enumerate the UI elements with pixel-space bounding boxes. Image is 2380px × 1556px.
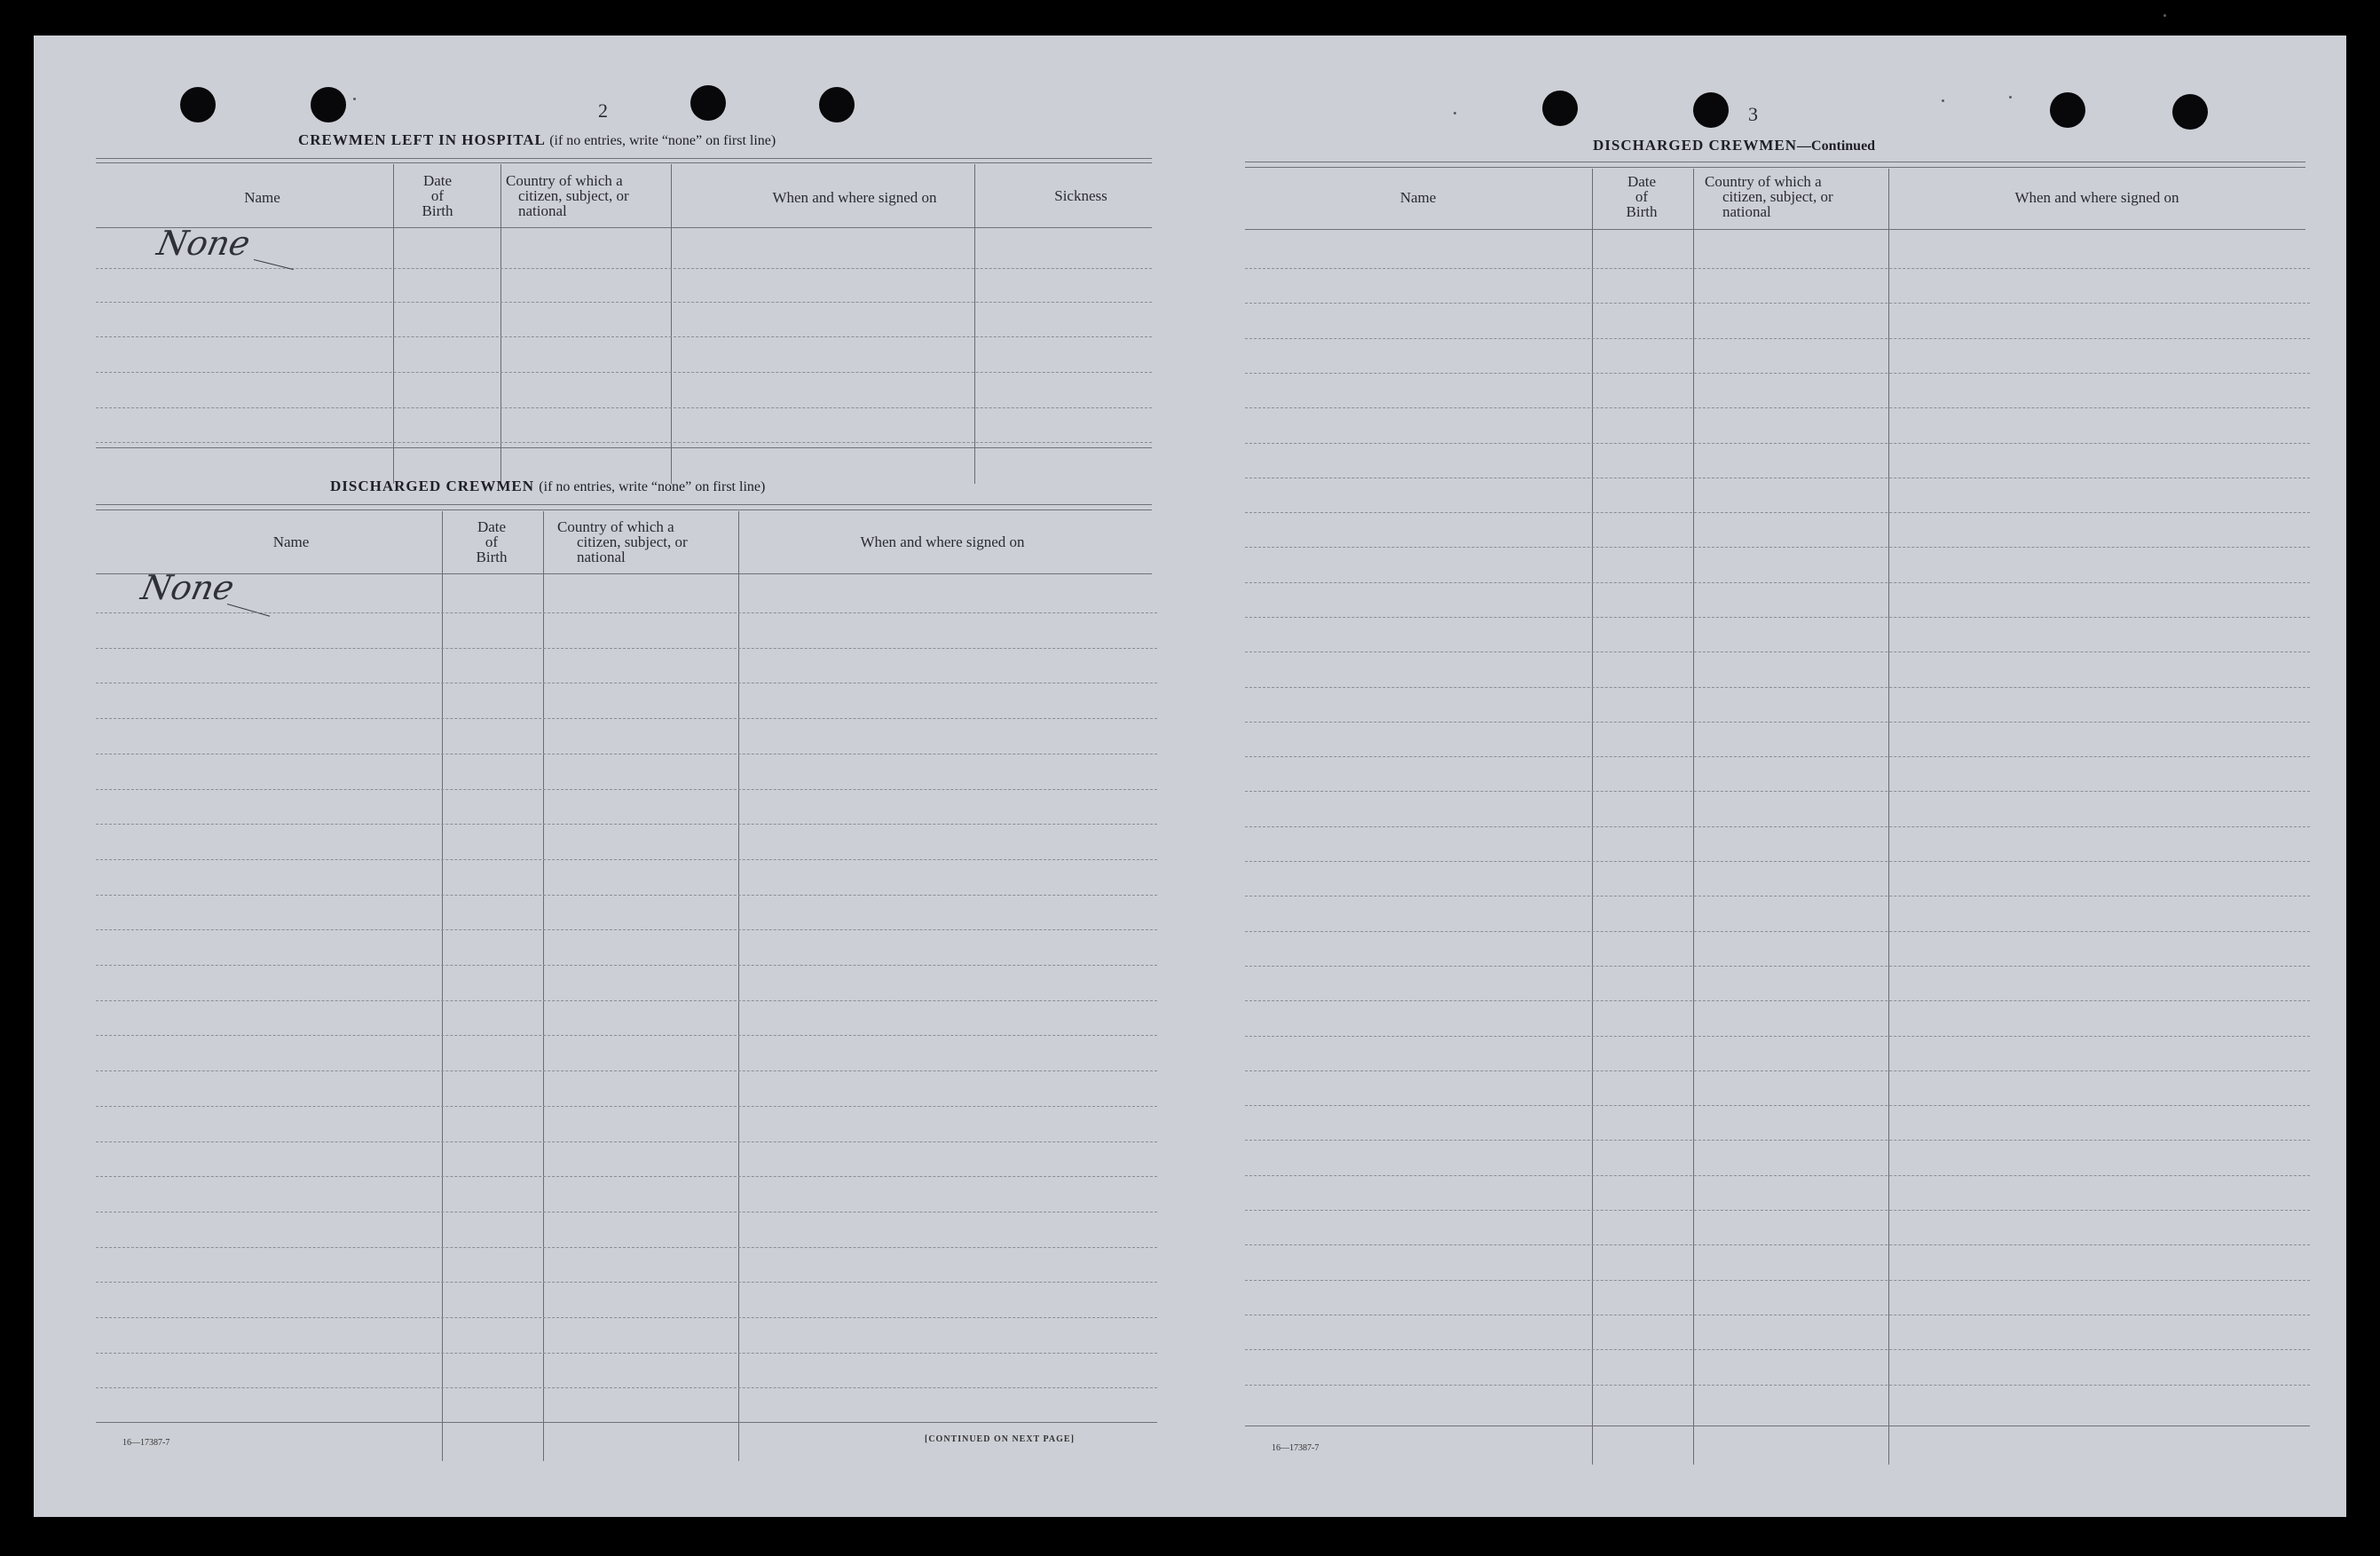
col-header-country	[1705, 174, 1833, 219]
handwritten-entry: None	[154, 224, 254, 263]
entry-line	[1245, 756, 2310, 757]
entry-line	[1245, 861, 2310, 862]
discharged-section-title	[330, 478, 765, 495]
speck	[1454, 112, 1456, 115]
punch-hole	[819, 87, 855, 122]
entry-line	[1245, 1385, 2310, 1386]
entry-line	[1245, 826, 2310, 827]
entry-line	[96, 1070, 1157, 1071]
header-rule	[96, 227, 1152, 228]
col-header-name: Name	[272, 533, 310, 550]
entry-line	[1245, 687, 2310, 688]
entry-line	[1245, 1244, 2310, 1245]
dob-line: Date	[1627, 173, 1657, 190]
col-header-dob	[442, 519, 541, 565]
col-divider	[393, 164, 394, 484]
header-rule	[96, 573, 1152, 574]
rule	[96, 158, 1152, 159]
entry-line	[1245, 407, 2310, 408]
speck	[353, 98, 356, 100]
form-code: 16—17387-7	[1272, 1443, 1320, 1453]
entry-line	[1245, 303, 2310, 304]
entry-line	[1245, 617, 2310, 618]
entry-line	[96, 1141, 1157, 1142]
dob-line: Date	[477, 518, 507, 535]
entry-line	[1245, 1105, 2310, 1106]
page-number: 3	[1748, 103, 1758, 125]
entry-line	[96, 442, 1152, 443]
col-header-name: Name	[244, 189, 280, 206]
document-scan	[34, 36, 2346, 1517]
entry-line	[96, 859, 1157, 860]
col-divider	[1592, 169, 1593, 1465]
entry-line	[1245, 1000, 2310, 1001]
speck	[2009, 96, 2012, 99]
entry-line	[1245, 582, 2310, 583]
handwriting-stroke	[227, 604, 270, 617]
col-divider	[442, 511, 443, 1461]
entry-line	[1245, 373, 2310, 374]
hospital-instruction: (if no entries, write “none” on first line)	[549, 133, 776, 148]
col-header-sickness: Sickness	[1054, 187, 1107, 204]
dob-line: Birth	[476, 549, 508, 565]
rule	[96, 162, 1152, 163]
punch-hole	[1693, 92, 1729, 128]
col-header-dob	[1592, 174, 1691, 219]
col-divider	[974, 164, 975, 484]
col-header-country	[506, 173, 629, 218]
col-divider	[543, 511, 544, 1461]
punch-hole	[2172, 94, 2208, 130]
entry-line	[96, 895, 1157, 896]
country-line: Country of which a	[1705, 173, 1822, 190]
entry-line	[96, 407, 1152, 408]
continued-note: [CONTINUED ON NEXT PAGE]	[925, 1434, 1075, 1444]
country-line: Country of which a	[506, 172, 623, 189]
page-number: 2	[598, 99, 608, 122]
right-title-suffix: —Continued	[1797, 138, 1876, 154]
col-divider	[671, 164, 672, 484]
entry-line	[96, 1282, 1157, 1283]
col-header-signed-on: When and where signed on	[772, 189, 937, 206]
speck	[1942, 99, 1944, 102]
dob-line: Birth	[422, 202, 453, 219]
form-bottom-rule	[96, 1422, 1157, 1423]
entry-line	[96, 336, 1152, 337]
dob-line: of	[485, 533, 499, 550]
discharged-title-text: DISCHARGED CREWMEN	[330, 478, 535, 494]
entry-line	[1245, 1349, 2310, 1350]
entry-line	[96, 929, 1157, 930]
entry-line	[96, 612, 1157, 613]
entry-line	[1245, 1280, 2310, 1281]
col-header-dob	[393, 173, 482, 218]
right-section-title	[1593, 137, 1875, 154]
entry-line	[1245, 1175, 2310, 1176]
handwritten-entry: None	[138, 568, 238, 607]
country-line: citizen, subject, or	[577, 533, 688, 550]
entry-line	[96, 302, 1152, 303]
punch-hole	[1542, 91, 1578, 126]
discharged-instruction: (if no entries, write “none” on first line)	[539, 479, 766, 494]
entry-line	[96, 789, 1157, 790]
col-header-signed-on: When and where signed on	[2014, 189, 2179, 206]
country-line: national	[1722, 203, 1771, 220]
country-line: national	[518, 202, 567, 219]
rule	[1245, 167, 2305, 168]
country-line: national	[577, 549, 626, 565]
col-divider	[1693, 169, 1694, 1465]
col-divider	[500, 164, 501, 484]
entry-line	[96, 1106, 1157, 1107]
entry-line	[96, 1353, 1157, 1354]
entry-line	[96, 824, 1157, 825]
dob-line: Date	[422, 172, 453, 189]
entry-line	[1245, 1036, 2310, 1037]
entry-line	[1245, 791, 2310, 792]
col-header-signed-on: When and where signed on	[860, 533, 1025, 550]
col-divider	[1888, 169, 1889, 1465]
form-code: 16—17387-7	[122, 1438, 170, 1448]
entry-line	[96, 648, 1157, 649]
speck	[2163, 14, 2166, 17]
entry-line	[1245, 1140, 2310, 1141]
entry-line	[96, 1176, 1157, 1177]
punch-hole	[690, 85, 726, 121]
entry-line	[96, 1035, 1157, 1036]
dob-line: of	[430, 187, 445, 204]
entry-line	[1245, 268, 2310, 269]
col-divider	[738, 511, 739, 1461]
hospital-section-title	[298, 131, 776, 149]
entry-line	[1245, 722, 2310, 723]
entry-line	[96, 965, 1157, 966]
header-rule	[1245, 229, 2305, 230]
entry-line	[1245, 547, 2310, 548]
col-header-country	[557, 519, 688, 565]
entry-line	[1245, 338, 2310, 339]
entry-line	[1245, 512, 2310, 513]
entry-line	[1245, 1210, 2310, 1211]
rule	[96, 509, 1152, 510]
rule	[96, 504, 1152, 505]
entry-line	[1245, 443, 2310, 444]
dob-line: Birth	[1626, 203, 1658, 220]
section-bottom-rule	[96, 447, 1152, 448]
country-line: Country of which a	[557, 518, 674, 535]
punch-hole	[180, 87, 216, 122]
hospital-title-text: CREWMEN LEFT IN HOSPITAL	[298, 131, 545, 148]
entry-line	[1245, 966, 2310, 967]
entry-line	[96, 372, 1152, 373]
col-header-name: Name	[1399, 189, 1437, 206]
dob-line: of	[1635, 188, 1649, 205]
right-title-text: DISCHARGED CREWMEN	[1593, 137, 1798, 154]
country-line: citizen, subject, or	[1722, 188, 1833, 205]
entry-line	[96, 268, 1152, 269]
entry-line	[96, 1247, 1157, 1248]
entry-line	[96, 718, 1157, 719]
country-line: citizen, subject, or	[518, 187, 629, 204]
entry-line	[96, 1387, 1157, 1388]
punch-hole	[2050, 92, 2085, 128]
entry-line	[1245, 1070, 2310, 1071]
entry-line	[96, 1000, 1157, 1001]
punch-hole	[311, 87, 346, 122]
entry-line	[1245, 931, 2310, 932]
entry-line	[96, 1317, 1157, 1318]
